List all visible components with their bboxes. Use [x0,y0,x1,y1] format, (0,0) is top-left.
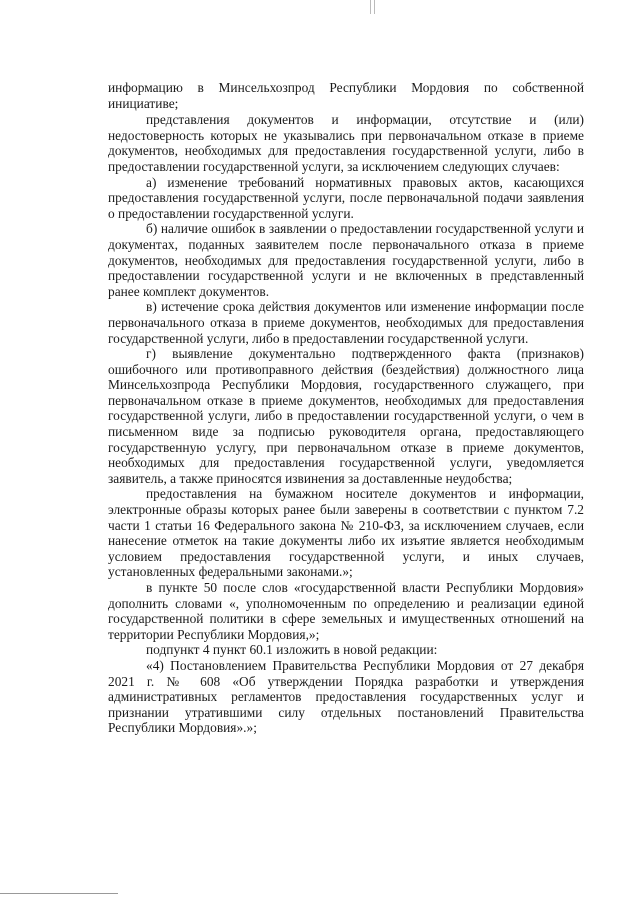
paragraph-representation: представления документов и информации, отсутствие и (или) недостоверность которых не указывались при первоначальном отказе в приеме документов, необходимых для предоставления государственной услуги, либо в предоставлении государственной услуги, за исключением следующих случаев: [108,112,584,174]
scan-binding-mark [370,0,375,14]
paragraph-item-v: в) истечение срока действия документов или изменение информации после первоначального отказа в приеме документов, необходимых для предоставления государственной услуги, либо в предоставлении государственной услуги. [108,299,584,346]
paragraph-subpoint-4: подпункт 4 пункт 60.1 изложить в новой редакции: [146,642,438,658]
paragraph-intro: информацию в Минсельхозпрод Республики Мордовия по собственной инициативе; [108,80,584,111]
paragraph-paper-docs: предоставления на бумажном носителе документов и информации, электронные образы которых ранее были заверены в соответствии с пунктом 7.2 части 1 статьи 16 Федерального закона № 210-ФЗ, за исключением случаев, если нанесение отметок на такие документы либо их изъятие является необходимым условием предоставления государственной услуги, и иных случаев, установленных федеральными законами.»; [108,486,584,580]
footer-rule [0,893,118,894]
paragraph-item-a: а) изменение требований нормативных правовых актов, касающихся предоставления государственной услуги, после первоначальной подачи заявления о предоставлении государственной услуги. [108,174,584,221]
paragraph-item-b: б) наличие ошибок в заявлении о предоставлении государственной услуги и документах, поданных заявителем после первоначального отказа в приеме документов, необходимых для предоставления государственной услуги, либо в предоставлении государственной услуги и не включенных в представленный ранее комплект документов. [108,221,584,299]
paragraph-resolution-quote: «4) Постановлением Правительства Республики Мордовия от 27 декабря 2021 г. № 608 «Об утверждении Порядка разработки и утверждения административных регламентов предоставления государственных услуг и признании утратившими силу отдельных постановлений Правительства Республики Мордовия».»; [108,657,584,736]
paragraph-item-g: г) выявление документально подтвержденного факта (признаков) ошибочного или противоправного действия (бездействия) должностного лица Минсельхозпрода Республики Мордовия, государственного служащего, при первоначальном отказе в приеме документов, необходимых для предоставления государственной услуги, либо в предоставлении государственной услуги, о чем в письменном виде за подписью руководителя органа, предоставляющего государственную услугу, при первоначальном отказе в приеме документов, необходимых для предоставления государственной услуги, уведомляется заявитель, а также приносятся извинения за доставленные неудобства; [108,346,584,486]
document-body [108,80,584,736]
paragraph-point-50: в пункте 50 после слов «государственной власти Республики Мордовия» дополнить словами «, уполномоченным по определению и реализации единой государственной политики в сфере земельных и имущественных отношений на территории Республики Мордовия,»; [108,580,584,642]
